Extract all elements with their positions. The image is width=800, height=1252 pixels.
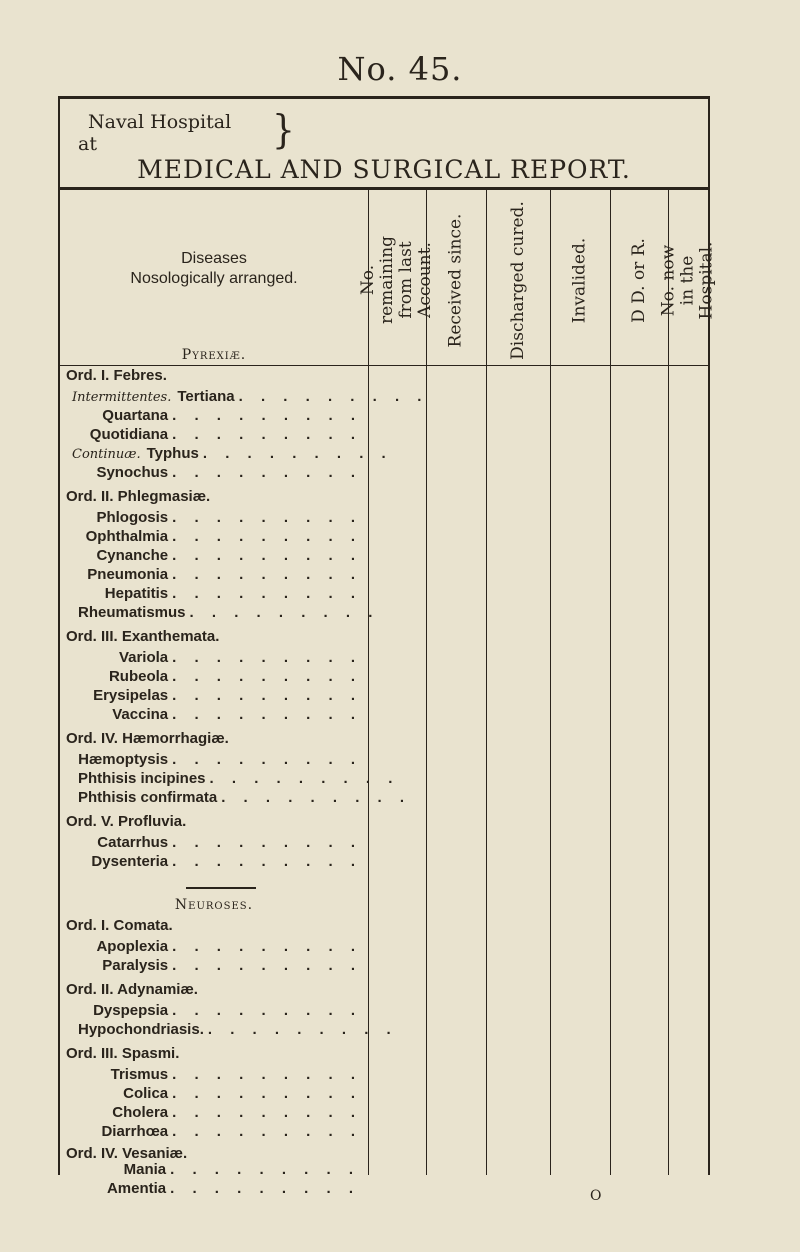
disease-name: Synochus — [96, 464, 169, 481]
disease-name: Trismus — [110, 1066, 169, 1083]
disease-row — [72, 464, 362, 481]
leader-dots: . . . . . . . . . — [221, 789, 412, 806]
order-heading: Ord. II. Adynamiæ. — [66, 981, 198, 998]
disease-row — [72, 706, 362, 723]
disease-name: Typhus — [146, 445, 199, 462]
disease-row — [72, 1104, 362, 1121]
disease-row — [72, 547, 362, 564]
disease-row — [72, 426, 362, 443]
order-heading: Ord. III. Exanthemata. — [66, 628, 220, 645]
report-title: MEDICAL AND SURGICAL REPORT. — [137, 155, 631, 184]
disease-row — [72, 1021, 398, 1038]
disease-name: Vaccina — [112, 706, 169, 723]
disease-row — [70, 1180, 360, 1197]
diseases-header-line1: Diseases — [181, 250, 247, 267]
disease-name: Phthisis confirmata — [78, 789, 218, 806]
disease-row — [72, 649, 362, 666]
page-number: No. 45. — [337, 50, 463, 88]
class-separator — [186, 887, 256, 889]
leader-dots: . . . . . . . . . — [172, 547, 362, 564]
leader-dots: . . . . . . . . . — [172, 509, 362, 526]
disease-name: Erysipelas — [93, 687, 169, 704]
folio-mark: O — [590, 1188, 602, 1204]
remaining-header-text: No. remaining from last Account. — [358, 235, 435, 325]
leader-dots: . . . . . . . . . — [170, 1161, 360, 1178]
leader-dots: . . . . . . . . . — [172, 938, 362, 955]
leader-dots: . . . . . . . . . — [202, 445, 393, 462]
disease-name: Mania — [123, 1161, 167, 1178]
diseases-header-line2: Nosologically arranged. — [130, 270, 298, 287]
disease-name: Apoplexia — [96, 938, 169, 955]
disease-name: Diarrhœa — [101, 1123, 169, 1140]
disease-row — [72, 388, 429, 405]
order-heading: Ord. IV. Vesaniæ. — [66, 1145, 188, 1162]
disease-row — [72, 1123, 362, 1140]
order-heading: Ord. I. Comata. — [66, 917, 173, 934]
remaining-column-header — [358, 195, 435, 365]
disease-row — [72, 604, 380, 621]
order-heading: Ord. III. Spasmi. — [66, 1045, 180, 1062]
hospital-label: Naval Hospital — [88, 111, 232, 133]
disease-name: Rubeola — [108, 668, 169, 685]
disease-name: Ophthalmia — [85, 528, 169, 545]
disease-name: Variola — [118, 649, 169, 666]
disease-row — [72, 938, 362, 955]
subgroup-label: Continuæ. — [72, 447, 141, 462]
disease-row — [72, 1085, 362, 1102]
disease-name: Tertiana — [177, 388, 235, 405]
brace-glyph: } — [272, 107, 295, 153]
disease-name: Quartana — [102, 407, 169, 424]
leader-dots: . . . . . . . . . — [172, 1002, 362, 1019]
disease-name: Quotidiana — [89, 426, 169, 443]
disease-name: Paralysis — [102, 957, 169, 974]
disease-name: Dyspepsia — [93, 1002, 169, 1019]
leader-dots: . . . . . . . . . — [172, 687, 362, 704]
leader-dots: . . . . . . . . . — [172, 853, 362, 870]
leader-dots: . . . . . . . . . — [172, 407, 362, 424]
leader-dots: . . . . . . . . . — [172, 649, 362, 666]
discharged-column-header — [486, 195, 550, 365]
class-heading-neuroses: Neuroses. — [174, 897, 254, 913]
disease-row — [72, 1066, 362, 1083]
leader-dots: . . . . . . . . . — [172, 585, 362, 602]
invalided-header-text: Invalided. — [569, 237, 590, 323]
leader-dots: . . . . . . . . . — [172, 566, 362, 583]
disease-name: Cholera — [112, 1104, 169, 1121]
order-heading: Ord. IV. Hæmorrhagiæ. — [66, 730, 229, 747]
report-form — [58, 96, 717, 1175]
subgroup-label: Intermittentes. — [72, 390, 172, 405]
diseases-column-header — [60, 249, 368, 289]
disease-row — [70, 1161, 360, 1178]
disease-name: Dysenteria — [91, 853, 169, 870]
leader-dots: . . . . . . . . . — [172, 706, 362, 723]
leader-dots: . . . . . . . . . — [189, 604, 380, 621]
now-header-text: No. now in the Hospital. — [658, 241, 717, 319]
leader-dots: . . . . . . . . . — [172, 1085, 362, 1102]
at-label: at — [78, 133, 97, 155]
leader-dots: . . . . . . . . . — [172, 668, 362, 685]
disease-row — [72, 751, 362, 768]
disease-name: Catarrhus — [97, 834, 169, 851]
disease-row — [72, 528, 362, 545]
leader-dots: . . . . . . . . . — [209, 770, 400, 787]
disease-row — [72, 585, 362, 602]
disease-row — [72, 668, 362, 685]
now-column-header — [658, 195, 717, 365]
disease-name: Colica — [123, 1085, 169, 1102]
disease-name: Amentia — [106, 1180, 167, 1197]
leader-dots: . . . . . . . . . — [238, 388, 429, 405]
class-heading-pyrexiae: Pyrexiæ. — [181, 347, 247, 363]
disease-name: Cynanche — [96, 547, 169, 564]
received-header-text: Received since. — [445, 213, 466, 347]
discharged-header-text: Discharged cured. — [507, 200, 528, 360]
leader-dots: . . . . . . . . . — [172, 464, 362, 481]
disease-name: Hepatitis — [104, 585, 169, 602]
disease-row — [72, 1002, 362, 1019]
leader-dots: . . . . . . . . . — [172, 1104, 362, 1121]
leader-dots: . . . . . . . . . — [170, 1180, 360, 1197]
leader-dots: . . . . . . . . . — [172, 751, 362, 768]
disease-name: Hypochondriasis. — [78, 1021, 204, 1038]
disease-name: Phlogosis — [96, 509, 169, 526]
leader-dots: . . . . . . . . . — [172, 426, 362, 443]
disease-name: Hæmoptysis — [78, 751, 169, 768]
disease-row — [72, 789, 412, 806]
leader-dots: . . . . . . . . . — [172, 1123, 362, 1140]
disease-row — [72, 853, 362, 870]
leader-dots: . . . . . . . . . — [172, 1066, 362, 1083]
disease-row — [72, 509, 362, 526]
disease-row — [72, 687, 362, 704]
received-column-header — [426, 195, 486, 365]
invalided-column-header — [550, 195, 610, 365]
order-heading: Ord. V. Profluvia. — [66, 813, 187, 830]
leader-dots: . . . . . . . . . — [172, 834, 362, 851]
disease-name: Pneumonia — [87, 566, 169, 583]
order-heading: Ord. II. Phlegmasiæ. — [66, 488, 211, 505]
disease-row — [72, 957, 362, 974]
dd-header-text: D D. or R. — [628, 237, 649, 323]
leader-dots: . . . . . . . . . — [172, 957, 362, 974]
report-header — [60, 99, 708, 187]
disease-row — [72, 566, 362, 583]
order-heading: Ord. I. Febres. — [66, 367, 167, 384]
leader-dots: . . . . . . . . . — [207, 1021, 398, 1038]
disease-row — [72, 407, 362, 424]
disease-name: Phthisis incipines — [78, 770, 206, 787]
disease-name: Rheumatismus — [78, 604, 186, 621]
disease-row — [72, 770, 400, 787]
disease-row — [72, 834, 362, 851]
leader-dots: . . . . . . . . . — [172, 528, 362, 545]
disease-row — [72, 445, 393, 462]
